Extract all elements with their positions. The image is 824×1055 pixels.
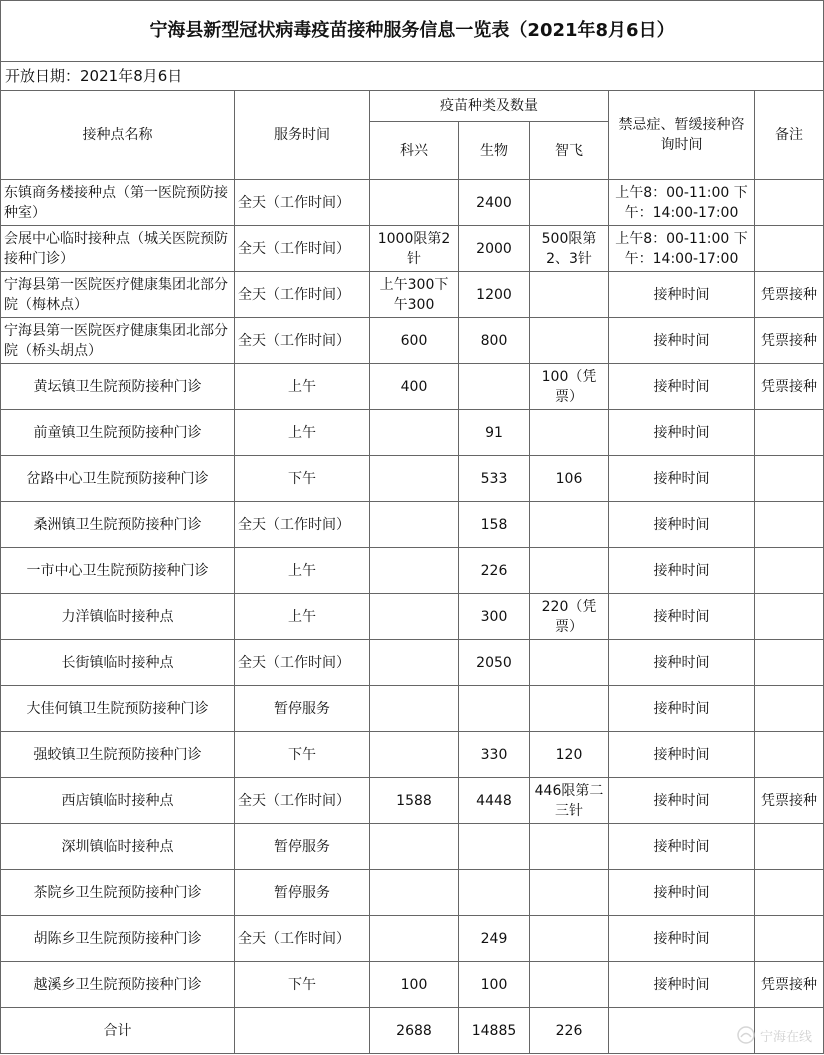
cell-kexing: 400 xyxy=(370,364,459,410)
cell-shengwu: 1200 xyxy=(459,272,530,318)
cell-time: 暂停服务 xyxy=(235,686,370,732)
cell-remark: 凭票接种 xyxy=(755,962,824,1008)
cell-shengwu: 249 xyxy=(459,916,530,962)
table-row xyxy=(1,272,824,318)
cell-consult: 接种时间 xyxy=(609,962,755,1008)
cell-empty xyxy=(235,1008,370,1054)
table-row xyxy=(1,640,824,686)
cell-remark xyxy=(755,456,824,502)
cell-remark xyxy=(755,732,824,778)
table-row xyxy=(1,916,824,962)
cell-site: 力洋镇临时接种点 xyxy=(1,594,235,640)
cell-shengwu: 800 xyxy=(459,318,530,364)
cell-remark: 凭票接种 xyxy=(755,364,824,410)
cell-zhifei xyxy=(530,180,609,226)
cell-kexing xyxy=(370,410,459,456)
cell-time: 暂停服务 xyxy=(235,870,370,916)
cell-site: 宁海县第一医院医疗健康集团北部分院（桥头胡点） xyxy=(1,318,235,364)
cell-remark: 凭票接种 xyxy=(755,778,824,824)
cell-consult: 接种时间 xyxy=(609,456,755,502)
total-kexing: 2688 xyxy=(370,1008,459,1054)
cell-consult: 接种时间 xyxy=(609,778,755,824)
cell-zhifei xyxy=(530,962,609,1008)
table-row xyxy=(1,962,824,1008)
cell-zhifei xyxy=(530,410,609,456)
header-kexing: 科兴 xyxy=(370,122,459,180)
cell-consult: 接种时间 xyxy=(609,502,755,548)
cell-consult: 接种时间 xyxy=(609,916,755,962)
cell-zhifei xyxy=(530,548,609,594)
cell-shengwu: 4448 xyxy=(459,778,530,824)
cell-time: 上午 xyxy=(235,594,370,640)
cell-empty xyxy=(609,1008,755,1054)
table-row xyxy=(1,732,824,778)
cell-consult: 接种时间 xyxy=(609,318,755,364)
cell-kexing: 600 xyxy=(370,318,459,364)
cell-time: 全天（工作时间） xyxy=(235,180,370,226)
cell-remark xyxy=(755,548,824,594)
cell-zhifei: 220（凭票） xyxy=(530,594,609,640)
total-shengwu: 14885 xyxy=(459,1008,530,1054)
table-row xyxy=(1,456,824,502)
header-remark: 备注 xyxy=(755,91,824,180)
cell-time: 下午 xyxy=(235,456,370,502)
cell-site: 岔路中心卫生院预防接种门诊 xyxy=(1,456,235,502)
table-row xyxy=(1,686,824,732)
cell-kexing xyxy=(370,456,459,502)
cell-time: 下午 xyxy=(235,962,370,1008)
cell-kexing: 1588 xyxy=(370,778,459,824)
table-title: 宁海县新型冠状病毒疫苗接种服务信息一览表（2021年8月6日） xyxy=(1,1,824,62)
cell-kexing xyxy=(370,732,459,778)
table-row xyxy=(1,226,824,272)
cell-zhifei: 100（凭票） xyxy=(530,364,609,410)
cell-kexing: 上午300下午300 xyxy=(370,272,459,318)
cell-remark xyxy=(755,226,824,272)
open-date-value: 2021年8月6日 xyxy=(80,67,183,85)
table-row xyxy=(1,180,824,226)
open-date-label: 开放日期： xyxy=(5,67,81,85)
cell-zhifei: 446限第二三针 xyxy=(530,778,609,824)
cell-zhifei xyxy=(530,502,609,548)
cell-site: 黄坛镇卫生院预防接种门诊 xyxy=(1,364,235,410)
cell-kexing xyxy=(370,686,459,732)
table-row xyxy=(1,870,824,916)
cell-site: 会展中心临时接种点（城关医院预防接种门诊） xyxy=(1,226,235,272)
header-site: 接种点名称 xyxy=(1,91,235,180)
cell-shengwu: 100 xyxy=(459,962,530,1008)
watermark-text: 宁海在线 xyxy=(759,1029,812,1045)
cell-shengwu xyxy=(459,870,530,916)
header-shengwu: 生物 xyxy=(459,122,530,180)
cell-remark: 凭票接种 xyxy=(755,272,824,318)
cell-kexing xyxy=(370,594,459,640)
cell-zhifei: 106 xyxy=(530,456,609,502)
cell-site: 大佳何镇卫生院预防接种门诊 xyxy=(1,686,235,732)
cell-kexing xyxy=(370,548,459,594)
table-row xyxy=(1,502,824,548)
cell-time: 下午 xyxy=(235,732,370,778)
table-row xyxy=(1,364,824,410)
table-row xyxy=(1,824,824,870)
cell-remark xyxy=(755,594,824,640)
table-row xyxy=(1,778,824,824)
table-row xyxy=(1,548,824,594)
cell-shengwu: 226 xyxy=(459,548,530,594)
cell-remark xyxy=(755,180,824,226)
cell-shengwu: 2050 xyxy=(459,640,530,686)
cell-time: 全天（工作时间） xyxy=(235,502,370,548)
cell-consult: 上午8：00-11:00 下午：14:00-17:00 xyxy=(609,226,755,272)
cell-shengwu: 2400 xyxy=(459,180,530,226)
cell-zhifei xyxy=(530,824,609,870)
table-row xyxy=(1,410,824,456)
cell-kexing xyxy=(370,502,459,548)
cell-zhifei: 120 xyxy=(530,732,609,778)
cell-zhifei xyxy=(530,870,609,916)
cell-time: 全天（工作时间） xyxy=(235,778,370,824)
total-zhifei: 226 xyxy=(530,1008,609,1054)
cell-consult: 接种时间 xyxy=(609,272,755,318)
cell-consult: 接种时间 xyxy=(609,732,755,778)
cell-consult: 接种时间 xyxy=(609,594,755,640)
cell-zhifei xyxy=(530,640,609,686)
cell-shengwu: 91 xyxy=(459,410,530,456)
cell-remark xyxy=(755,916,824,962)
cell-site: 东镇商务楼接种点（第一医院预防接种室） xyxy=(1,180,235,226)
cell-consult: 接种时间 xyxy=(609,364,755,410)
cell-site: 胡陈乡卫生院预防接种门诊 xyxy=(1,916,235,962)
cell-time: 上午 xyxy=(235,548,370,594)
cell-time: 全天（工作时间） xyxy=(235,640,370,686)
cell-consult: 上午8：00-11:00 下午：14:00-17:00 xyxy=(609,180,755,226)
cell-remark xyxy=(755,824,824,870)
cell-zhifei xyxy=(530,916,609,962)
total-label: 合计 xyxy=(1,1008,235,1054)
cell-kexing xyxy=(370,916,459,962)
cell-remark xyxy=(755,870,824,916)
cell-shengwu: 330 xyxy=(459,732,530,778)
header-service-time: 服务时间 xyxy=(235,91,370,180)
cell-shengwu xyxy=(459,686,530,732)
cell-zhifei xyxy=(530,686,609,732)
cell-kexing xyxy=(370,870,459,916)
open-date xyxy=(1,62,824,91)
cell-site: 桑洲镇卫生院预防接种门诊 xyxy=(1,502,235,548)
cell-shengwu xyxy=(459,364,530,410)
cell-shengwu: 300 xyxy=(459,594,530,640)
cell-site: 强蛟镇卫生院预防接种门诊 xyxy=(1,732,235,778)
table-row xyxy=(1,318,824,364)
watermark xyxy=(736,1025,812,1045)
cell-remark: 凭票接种 xyxy=(755,318,824,364)
cell-site: 一市中心卫生院预防接种门诊 xyxy=(1,548,235,594)
cell-zhifei xyxy=(530,272,609,318)
cell-kexing xyxy=(370,824,459,870)
cell-time: 全天（工作时间） xyxy=(235,226,370,272)
cell-zhifei xyxy=(530,318,609,364)
cell-site: 深圳镇临时接种点 xyxy=(1,824,235,870)
cell-time: 全天（工作时间） xyxy=(235,318,370,364)
cell-remark xyxy=(755,640,824,686)
cell-kexing: 100 xyxy=(370,962,459,1008)
cell-zhifei: 500限第2、3针 xyxy=(530,226,609,272)
cell-shengwu: 2000 xyxy=(459,226,530,272)
header-vaccine-group: 疫苗种类及数量 xyxy=(370,91,609,122)
cell-time: 全天（工作时间） xyxy=(235,916,370,962)
cell-remark xyxy=(755,410,824,456)
cell-time: 暂停服务 xyxy=(235,824,370,870)
cell-consult: 接种时间 xyxy=(609,548,755,594)
cell-shengwu: 158 xyxy=(459,502,530,548)
table-row xyxy=(1,594,824,640)
cell-kexing xyxy=(370,640,459,686)
cell-site: 西店镇临时接种点 xyxy=(1,778,235,824)
cell-site: 越溪乡卫生院预防接种门诊 xyxy=(1,962,235,1008)
cell-consult: 接种时间 xyxy=(609,870,755,916)
cell-shengwu xyxy=(459,824,530,870)
cell-remark xyxy=(755,686,824,732)
cell-site: 前童镇卫生院预防接种门诊 xyxy=(1,410,235,456)
header-consult: 禁忌症、暂缓接种咨询时间 xyxy=(609,91,755,180)
cell-consult: 接种时间 xyxy=(609,686,755,732)
cell-kexing xyxy=(370,180,459,226)
cell-consult: 接种时间 xyxy=(609,824,755,870)
watermark-logo-icon xyxy=(736,1025,756,1045)
cell-time: 全天（工作时间） xyxy=(235,272,370,318)
cell-site: 宁海县第一医院医疗健康集团北部分院（梅林点） xyxy=(1,272,235,318)
cell-site: 长街镇临时接种点 xyxy=(1,640,235,686)
cell-time: 上午 xyxy=(235,364,370,410)
header-zhifei: 智飞 xyxy=(530,122,609,180)
cell-kexing: 1000限第2针 xyxy=(370,226,459,272)
cell-consult: 接种时间 xyxy=(609,640,755,686)
cell-shengwu: 533 xyxy=(459,456,530,502)
cell-site: 茶院乡卫生院预防接种门诊 xyxy=(1,870,235,916)
cell-consult: 接种时间 xyxy=(609,410,755,456)
cell-time: 上午 xyxy=(235,410,370,456)
cell-remark xyxy=(755,502,824,548)
total-row xyxy=(1,1008,824,1054)
